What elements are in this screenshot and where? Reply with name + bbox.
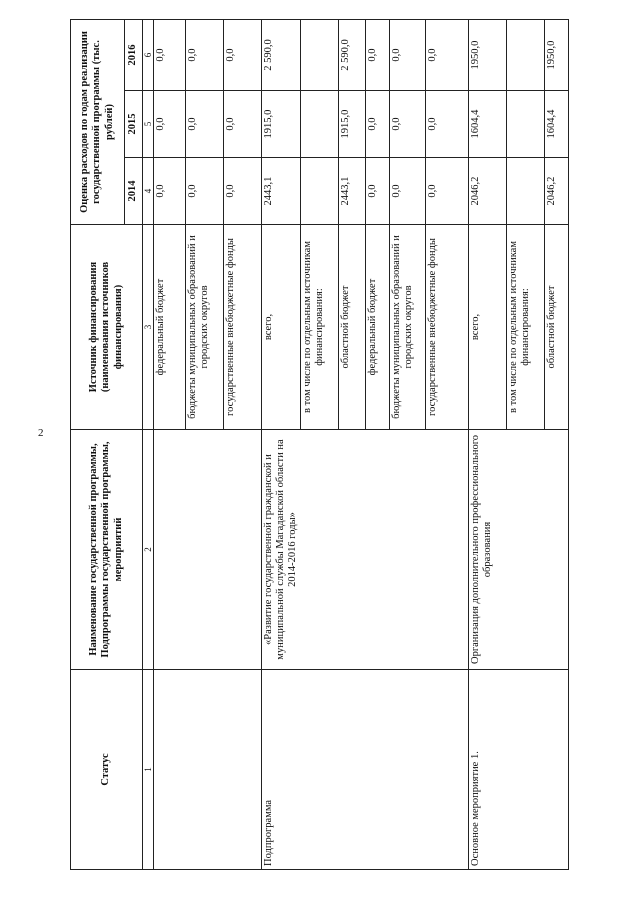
col-number: 3 xyxy=(143,225,154,430)
header-name: Наименование государственной программы, Подпрограммы государственной программы, мероприятий xyxy=(71,430,143,670)
header-year-2015: 2015 xyxy=(125,91,143,158)
measure-name-cell: Организация дополнительного профессионального образования xyxy=(469,430,569,670)
expenditure-table xyxy=(70,19,569,870)
source-cell: в том числе по отдельным источникам финансирования: xyxy=(507,225,545,430)
value-2015: 1604,4 xyxy=(469,91,507,158)
value-2014: 0,0 xyxy=(224,158,262,225)
value-2015 xyxy=(507,91,545,158)
value-2016 xyxy=(301,19,339,90)
col-number: 6 xyxy=(143,19,154,90)
header-year-2016: 2016 xyxy=(125,19,143,90)
rotated-table-container xyxy=(70,20,620,870)
value-2014: 2046,2 xyxy=(545,158,569,225)
col-number: 2 xyxy=(143,430,154,670)
source-cell: в том числе по отдельным источникам финансирования: xyxy=(301,225,339,430)
value-2014: 0,0 xyxy=(390,158,426,225)
source-cell: государственные внебюджетные фонды xyxy=(224,225,262,430)
value-2016: 0,0 xyxy=(224,19,262,90)
col-number: 1 xyxy=(143,670,154,870)
source-cell: всего, xyxy=(262,225,301,430)
status-cell: Основное мероприятие 1. xyxy=(469,670,569,870)
value-2016 xyxy=(507,19,545,90)
value-2016: 1950,0 xyxy=(469,19,507,90)
value-2014: 0,0 xyxy=(154,158,186,225)
source-cell: всего, xyxy=(469,225,507,430)
value-2014 xyxy=(301,158,339,225)
value-2014: 2443,1 xyxy=(339,158,366,225)
source-cell: областной бюджет xyxy=(339,225,366,430)
status-cell: Подпрограмма xyxy=(262,670,469,870)
name-cell-empty xyxy=(154,430,262,670)
value-2015 xyxy=(301,91,339,158)
source-cell: государственные внебюджетные фонды xyxy=(426,225,469,430)
value-2016: 2 590,0 xyxy=(339,19,366,90)
col-number: 5 xyxy=(143,91,154,158)
page-number: 2 xyxy=(38,427,44,439)
value-2014: 0,0 xyxy=(366,158,390,225)
col-number: 4 xyxy=(143,158,154,225)
program-name-cell: «Развитие государственной гражданской и муниципальной службы Магаданской области на 2014-2016 годы» xyxy=(262,430,469,670)
value-2015: 0,0 xyxy=(224,91,262,158)
value-2015: 0,0 xyxy=(154,91,186,158)
source-cell: федеральный бюджет xyxy=(366,225,390,430)
value-2015: 1915,0 xyxy=(339,91,366,158)
header-year-2014: 2014 xyxy=(125,158,143,225)
value-2016: 0,0 xyxy=(390,19,426,90)
value-2016: 2 590,0 xyxy=(262,19,301,90)
value-2014: 0,0 xyxy=(186,158,224,225)
value-2015: 0,0 xyxy=(390,91,426,158)
value-2016: 0,0 xyxy=(366,19,390,90)
source-cell: бюджеты муниципальных образований и городских округов xyxy=(186,225,224,430)
header-estimate: Оценка расходов по годам реализации государственной программы (тыс. рублей) xyxy=(71,19,125,224)
value-2015: 1604,4 xyxy=(545,91,569,158)
value-2014: 0,0 xyxy=(426,158,469,225)
value-2016: 0,0 xyxy=(154,19,186,90)
value-2016: 1950,0 xyxy=(545,19,569,90)
value-2014: 2443,1 xyxy=(262,158,301,225)
source-cell: областной бюджет xyxy=(545,225,569,430)
value-2015: 0,0 xyxy=(366,91,390,158)
value-2014: 2046,2 xyxy=(469,158,507,225)
status-cell-empty xyxy=(154,670,262,870)
value-2016: 0,0 xyxy=(426,19,469,90)
value-2016: 0,0 xyxy=(186,19,224,90)
value-2014 xyxy=(507,158,545,225)
header-source: Источник финансирования (наименования источников финансирования) xyxy=(71,225,143,430)
source-cell: федеральный бюджет xyxy=(154,225,186,430)
value-2015: 0,0 xyxy=(186,91,224,158)
value-2015: 1915,0 xyxy=(262,91,301,158)
header-status: Статус xyxy=(71,670,143,870)
source-cell: бюджеты муниципальных образований и городских округов xyxy=(390,225,426,430)
value-2015: 0,0 xyxy=(426,91,469,158)
